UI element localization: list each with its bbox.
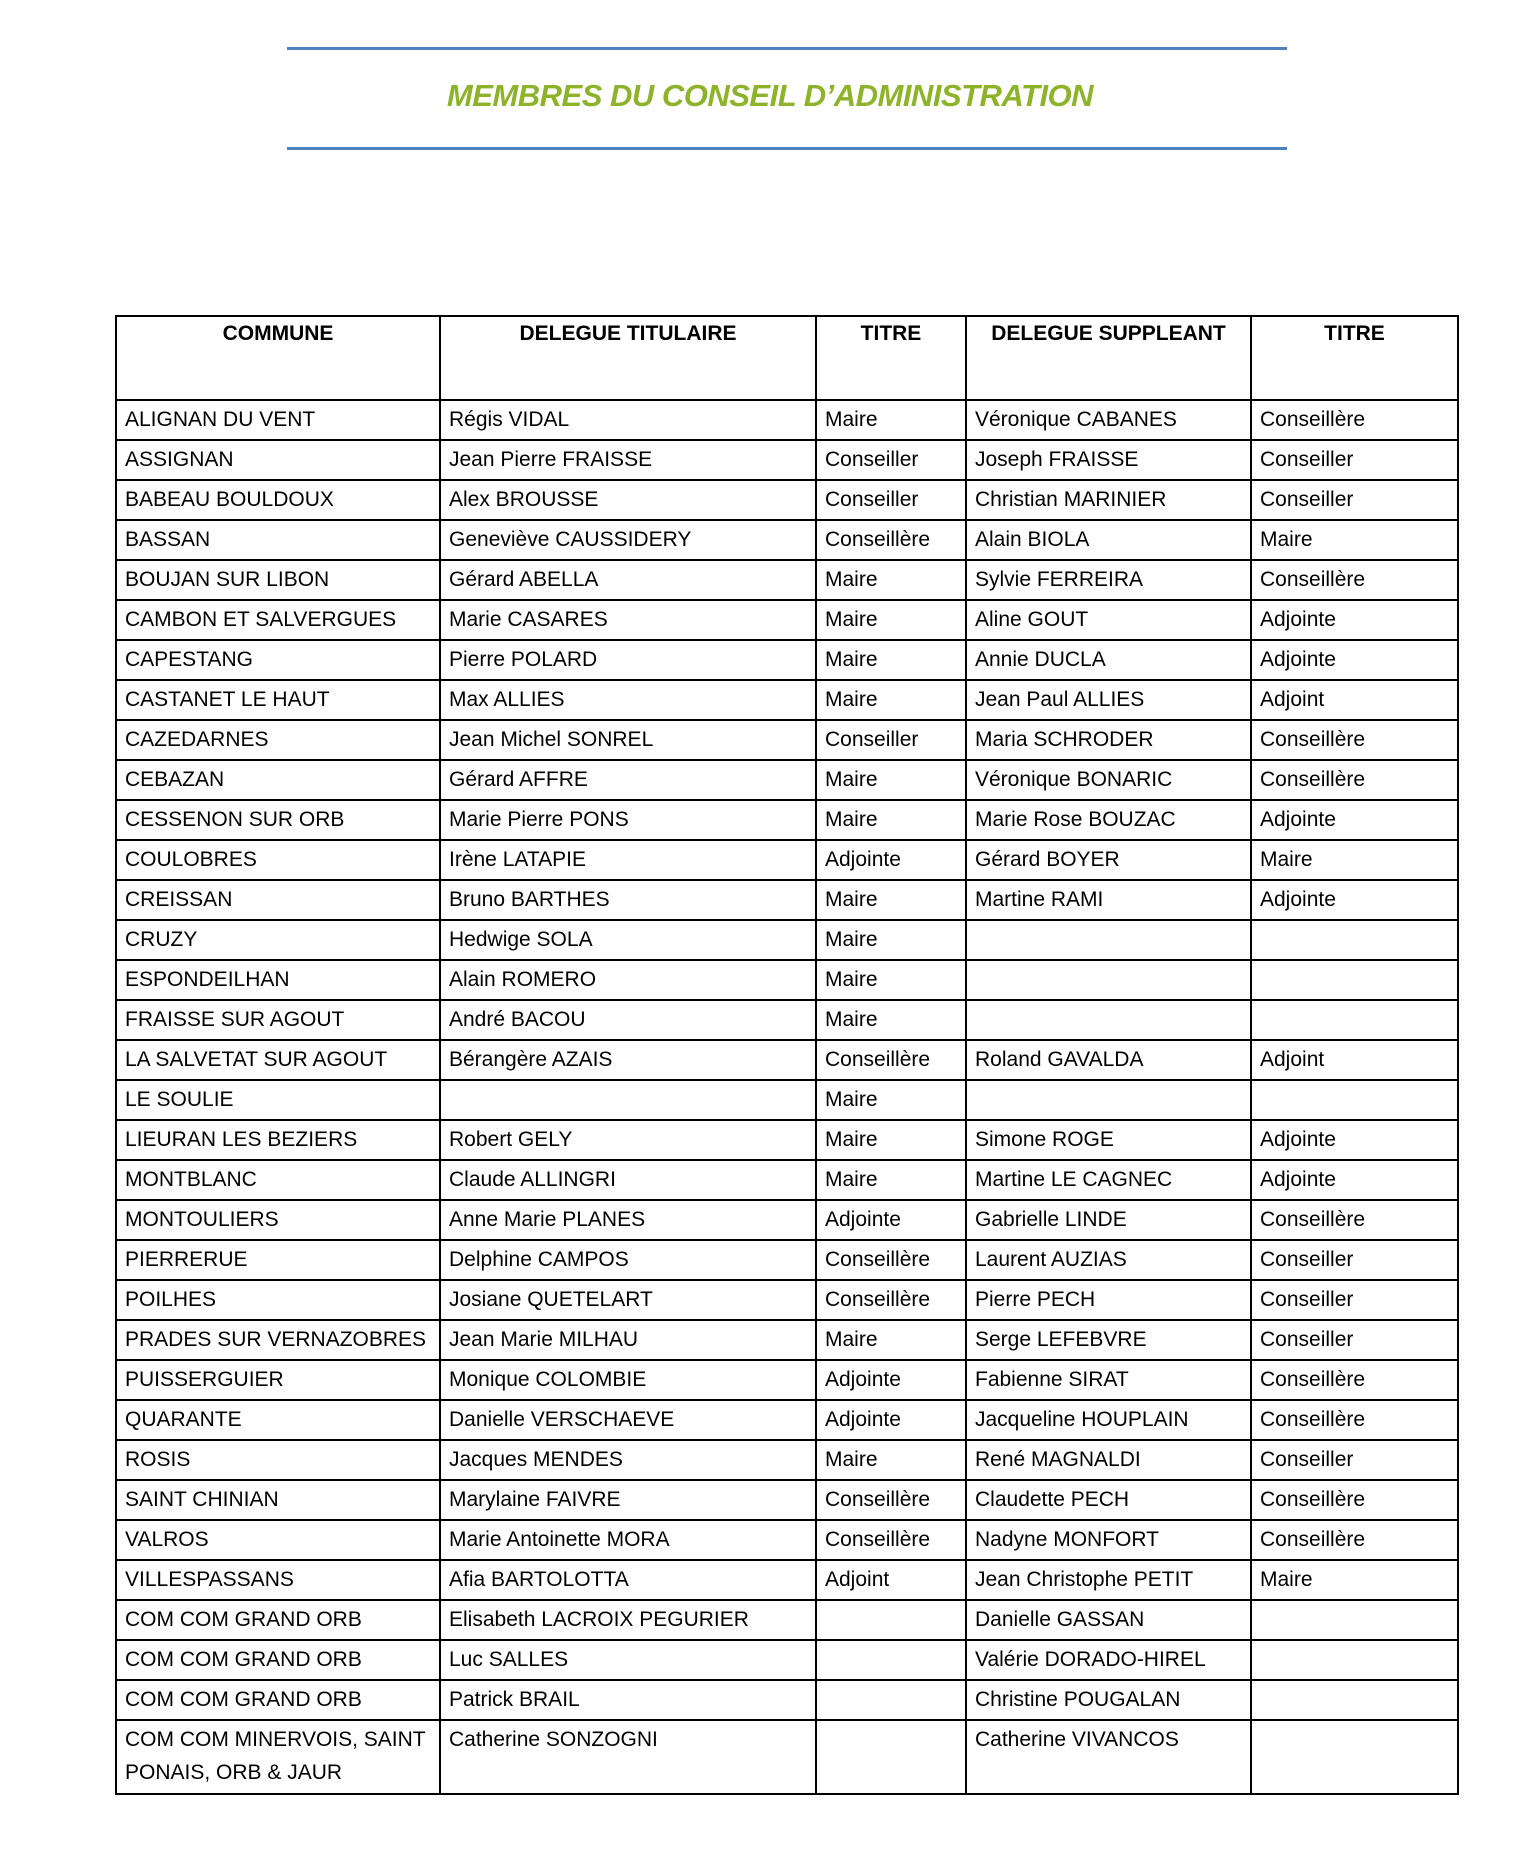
- cell-titre-titulaire: [816, 1720, 966, 1794]
- cell-titre-titulaire: Conseillère: [816, 1040, 966, 1080]
- cell-delegue-suppleant: Gérard BOYER: [966, 840, 1251, 880]
- cell-titre-titulaire: Maire: [816, 920, 966, 960]
- cell-titre-suppleant: Adjointe: [1251, 880, 1458, 920]
- table-row: [116, 680, 1458, 720]
- cell-commune: CAPESTANG: [116, 640, 440, 680]
- cell-delegue-suppleant: Alain BIOLA: [966, 520, 1251, 560]
- cell-commune: LE SOULIE: [116, 1080, 440, 1120]
- table-row: [116, 960, 1458, 1000]
- table-row: [116, 1240, 1458, 1280]
- cell-titre-suppleant: Conseillère: [1251, 1360, 1458, 1400]
- cell-titre-suppleant: Conseiller: [1251, 480, 1458, 520]
- cell-delegue-suppleant: Catherine VIVANCOS: [966, 1720, 1251, 1794]
- cell-delegue-titulaire: Marie Antoinette MORA: [440, 1520, 816, 1560]
- cell-commune: VILLESPASSANS: [116, 1560, 440, 1600]
- table-row: [116, 1120, 1458, 1160]
- cell-titre-suppleant: [1251, 1640, 1458, 1680]
- table-row: [116, 760, 1458, 800]
- cell-delegue-suppleant: [966, 920, 1251, 960]
- cell-delegue-suppleant: Valérie DORADO-HIREL: [966, 1640, 1251, 1680]
- cell-titre-titulaire: Maire: [816, 800, 966, 840]
- cell-titre-titulaire: Maire: [816, 600, 966, 640]
- table-row: [116, 840, 1458, 880]
- cell-commune: PIERRERUE: [116, 1240, 440, 1280]
- cell-commune: BASSAN: [116, 520, 440, 560]
- cell-delegue-suppleant: Aline GOUT: [966, 600, 1251, 640]
- cell-titre-titulaire: Adjointe: [816, 1200, 966, 1240]
- cell-delegue-suppleant: [966, 1000, 1251, 1040]
- cell-titre-titulaire: Adjoint: [816, 1560, 966, 1600]
- cell-titre-suppleant: Adjointe: [1251, 600, 1458, 640]
- cell-titre-suppleant: Conseillère: [1251, 1400, 1458, 1440]
- table-row: [116, 1360, 1458, 1400]
- cell-titre-suppleant: [1251, 1680, 1458, 1720]
- cell-titre-suppleant: [1251, 1600, 1458, 1640]
- cell-commune: PUISSERGUIER: [116, 1360, 440, 1400]
- cell-commune: LIEURAN LES BEZIERS: [116, 1120, 440, 1160]
- cell-titre-suppleant: [1251, 1080, 1458, 1120]
- cell-delegue-titulaire: Patrick BRAIL: [440, 1680, 816, 1720]
- table-body: [116, 400, 1458, 1794]
- table-row: [116, 1040, 1458, 1080]
- table-row: [116, 1720, 1458, 1794]
- cell-delegue-suppleant: Jean Christophe PETIT: [966, 1560, 1251, 1600]
- cell-delegue-suppleant: Véronique BONARIC: [966, 760, 1251, 800]
- table-row: [116, 1640, 1458, 1680]
- cell-commune: VALROS: [116, 1520, 440, 1560]
- cell-delegue-suppleant: Danielle GASSAN: [966, 1600, 1251, 1640]
- cell-titre-suppleant: Conseiller: [1251, 1320, 1458, 1360]
- cell-delegue-suppleant: Gabrielle LINDE: [966, 1200, 1251, 1240]
- cell-titre-suppleant: [1251, 1720, 1458, 1794]
- cell-commune: COULOBRES: [116, 840, 440, 880]
- cell-commune: FRAISSE SUR AGOUT: [116, 1000, 440, 1040]
- header-titre-titulaire: TITRE: [816, 316, 966, 400]
- table-row: [116, 400, 1458, 440]
- cell-titre-suppleant: Conseillère: [1251, 1200, 1458, 1240]
- cell-delegue-titulaire: Josiane QUETELART: [440, 1280, 816, 1320]
- cell-commune: LA SALVETAT SUR AGOUT: [116, 1040, 440, 1080]
- cell-titre-titulaire: [816, 1640, 966, 1680]
- cell-titre-suppleant: Adjointe: [1251, 640, 1458, 680]
- header-commune: COMMUNE: [116, 316, 440, 400]
- cell-titre-titulaire: Conseillère: [816, 1480, 966, 1520]
- cell-delegue-titulaire: Monique COLOMBIE: [440, 1360, 816, 1400]
- title-top-rule: [287, 47, 1287, 50]
- cell-titre-suppleant: [1251, 960, 1458, 1000]
- cell-delegue-titulaire: Marie Pierre PONS: [440, 800, 816, 840]
- cell-titre-titulaire: [816, 1680, 966, 1720]
- members-table: [115, 315, 1459, 1795]
- cell-delegue-titulaire: Bruno BARTHES: [440, 880, 816, 920]
- cell-titre-suppleant: Conseillère: [1251, 400, 1458, 440]
- cell-titre-titulaire: Conseillère: [816, 1240, 966, 1280]
- cell-delegue-titulaire: Marylaine FAIVRE: [440, 1480, 816, 1520]
- cell-commune: CAMBON ET SALVERGUES: [116, 600, 440, 640]
- cell-commune: COM COM GRAND ORB: [116, 1680, 440, 1720]
- cell-titre-titulaire: Maire: [816, 1000, 966, 1040]
- table-row: [116, 1080, 1458, 1120]
- cell-commune: COM COM MINERVOIS, SAINT PONAIS, ORB & JAUR: [116, 1720, 440, 1794]
- cell-titre-titulaire: [816, 1600, 966, 1640]
- cell-commune: POILHES: [116, 1280, 440, 1320]
- table-row: [116, 1440, 1458, 1480]
- cell-delegue-titulaire: Claude ALLINGRI: [440, 1160, 816, 1200]
- cell-titre-suppleant: Conseiller: [1251, 440, 1458, 480]
- table-row: [116, 1680, 1458, 1720]
- cell-commune: ASSIGNAN: [116, 440, 440, 480]
- cell-titre-titulaire: Maire: [816, 1440, 966, 1480]
- cell-titre-suppleant: Adjoint: [1251, 680, 1458, 720]
- table-row: [116, 560, 1458, 600]
- cell-delegue-suppleant: Marie Rose BOUZAC: [966, 800, 1251, 840]
- cell-delegue-titulaire: Gérard ABELLA: [440, 560, 816, 600]
- table-row: [116, 440, 1458, 480]
- table-row: [116, 800, 1458, 840]
- table-row: [116, 480, 1458, 520]
- cell-delegue-suppleant: Claudette PECH: [966, 1480, 1251, 1520]
- cell-delegue-titulaire: Irène LATAPIE: [440, 840, 816, 880]
- cell-delegue-titulaire: Jean Pierre FRAISSE: [440, 440, 816, 480]
- cell-delegue-suppleant: Serge LEFEBVRE: [966, 1320, 1251, 1360]
- cell-commune: PRADES SUR VERNAZOBRES: [116, 1320, 440, 1360]
- header-delegue-suppleant: DELEGUE SUPPLEANT: [966, 316, 1251, 400]
- cell-titre-titulaire: Adjointe: [816, 1360, 966, 1400]
- cell-delegue-titulaire: Robert GELY: [440, 1120, 816, 1160]
- cell-titre-suppleant: Maire: [1251, 840, 1458, 880]
- cell-titre-titulaire: Adjointe: [816, 1400, 966, 1440]
- cell-delegue-titulaire: Gérard AFFRE: [440, 760, 816, 800]
- cell-titre-titulaire: Conseillère: [816, 1280, 966, 1320]
- header-titre-suppleant: TITRE: [1251, 316, 1458, 400]
- cell-commune: CESSENON SUR ORB: [116, 800, 440, 840]
- title-bottom-rule: [287, 147, 1287, 150]
- cell-commune: CRUZY: [116, 920, 440, 960]
- cell-delegue-titulaire: Delphine CAMPOS: [440, 1240, 816, 1280]
- cell-delegue-suppleant: Simone ROGE: [966, 1120, 1251, 1160]
- cell-delegue-titulaire: Jacques MENDES: [440, 1440, 816, 1480]
- cell-commune: ROSIS: [116, 1440, 440, 1480]
- cell-delegue-titulaire: Max ALLIES: [440, 680, 816, 720]
- cell-titre-suppleant: Conseillère: [1251, 1520, 1458, 1560]
- cell-commune: BABEAU BOULDOUX: [116, 480, 440, 520]
- cell-titre-suppleant: Conseiller: [1251, 1440, 1458, 1480]
- cell-titre-titulaire: Adjointe: [816, 840, 966, 880]
- cell-delegue-suppleant: Annie DUCLA: [966, 640, 1251, 680]
- cell-titre-suppleant: Conseillère: [1251, 760, 1458, 800]
- cell-delegue-titulaire: Alex BROUSSE: [440, 480, 816, 520]
- cell-titre-suppleant: Conseillère: [1251, 1480, 1458, 1520]
- cell-commune: CREISSAN: [116, 880, 440, 920]
- cell-delegue-suppleant: Laurent AUZIAS: [966, 1240, 1251, 1280]
- cell-delegue-titulaire: Alain ROMERO: [440, 960, 816, 1000]
- cell-titre-titulaire: Maire: [816, 1080, 966, 1120]
- cell-commune: MONTOULIERS: [116, 1200, 440, 1240]
- cell-delegue-suppleant: Joseph FRAISSE: [966, 440, 1251, 480]
- cell-titre-titulaire: Conseiller: [816, 720, 966, 760]
- cell-commune: CAZEDARNES: [116, 720, 440, 760]
- cell-delegue-suppleant: Martine RAMI: [966, 880, 1251, 920]
- cell-titre-titulaire: Conseiller: [816, 440, 966, 480]
- page-title: MEMBRES DU CONSEIL D’ADMINISTRATION: [446, 78, 1094, 113]
- cell-titre-suppleant: Conseiller: [1251, 1240, 1458, 1280]
- cell-commune: ALIGNAN DU VENT: [116, 400, 440, 440]
- cell-delegue-titulaire: Geneviève CAUSSIDERY: [440, 520, 816, 560]
- cell-titre-titulaire: Conseiller: [816, 480, 966, 520]
- cell-titre-titulaire: Maire: [816, 880, 966, 920]
- cell-delegue-suppleant: Martine LE CAGNEC: [966, 1160, 1251, 1200]
- cell-titre-titulaire: Maire: [816, 1160, 966, 1200]
- cell-titre-suppleant: Conseillère: [1251, 560, 1458, 600]
- table-row: [116, 600, 1458, 640]
- table-row: [116, 1200, 1458, 1240]
- cell-commune: QUARANTE: [116, 1400, 440, 1440]
- cell-delegue-titulaire: Régis VIDAL: [440, 400, 816, 440]
- cell-delegue-titulaire: Pierre POLARD: [440, 640, 816, 680]
- cell-delegue-titulaire: Anne Marie PLANES: [440, 1200, 816, 1240]
- cell-titre-suppleant: Maire: [1251, 1560, 1458, 1600]
- table-row: [116, 920, 1458, 960]
- table-header-row: [116, 316, 1458, 400]
- cell-delegue-titulaire: Bérangère AZAIS: [440, 1040, 816, 1080]
- cell-delegue-suppleant: Maria SCHRODER: [966, 720, 1251, 760]
- header-delegue-titulaire: DELEGUE TITULAIRE: [440, 316, 816, 400]
- cell-titre-titulaire: Conseillère: [816, 520, 966, 560]
- table-row: [116, 720, 1458, 760]
- cell-titre-suppleant: Adjointe: [1251, 1160, 1458, 1200]
- cell-titre-suppleant: [1251, 1000, 1458, 1040]
- cell-commune: ESPONDEILHAN: [116, 960, 440, 1000]
- cell-titre-suppleant: Adjointe: [1251, 800, 1458, 840]
- table-row: [116, 1480, 1458, 1520]
- cell-delegue-suppleant: [966, 1080, 1251, 1120]
- table-row: [116, 1160, 1458, 1200]
- cell-titre-titulaire: Maire: [816, 640, 966, 680]
- cell-delegue-suppleant: Christine POUGALAN: [966, 1680, 1251, 1720]
- cell-commune: COM COM GRAND ORB: [116, 1640, 440, 1680]
- table-row: [116, 520, 1458, 560]
- cell-delegue-titulaire: Danielle VERSCHAEVE: [440, 1400, 816, 1440]
- cell-delegue-suppleant: Christian MARINIER: [966, 480, 1251, 520]
- cell-delegue-suppleant: Véronique CABANES: [966, 400, 1251, 440]
- cell-titre-suppleant: Maire: [1251, 520, 1458, 560]
- table-row: [116, 1000, 1458, 1040]
- cell-delegue-suppleant: René MAGNALDI: [966, 1440, 1251, 1480]
- table-row: [116, 1320, 1458, 1360]
- cell-titre-suppleant: Conseillère: [1251, 720, 1458, 760]
- cell-delegue-titulaire: Afia BARTOLOTTA: [440, 1560, 816, 1600]
- cell-titre-suppleant: Conseiller: [1251, 1280, 1458, 1320]
- cell-delegue-titulaire: Elisabeth LACROIX PEGURIER: [440, 1600, 816, 1640]
- cell-commune: SAINT CHINIAN: [116, 1480, 440, 1520]
- cell-titre-suppleant: [1251, 920, 1458, 960]
- cell-titre-titulaire: Maire: [816, 1320, 966, 1360]
- cell-commune: COM COM GRAND ORB: [116, 1600, 440, 1640]
- table-row: [116, 1520, 1458, 1560]
- cell-commune: MONTBLANC: [116, 1160, 440, 1200]
- cell-delegue-titulaire: Catherine SONZOGNI: [440, 1720, 816, 1794]
- cell-delegue-suppleant: Fabienne SIRAT: [966, 1360, 1251, 1400]
- cell-commune: CASTANET LE HAUT: [116, 680, 440, 720]
- table-row: [116, 1600, 1458, 1640]
- cell-delegue-titulaire: Luc SALLES: [440, 1640, 816, 1680]
- cell-titre-titulaire: Maire: [816, 1120, 966, 1160]
- cell-commune: CEBAZAN: [116, 760, 440, 800]
- cell-delegue-titulaire: André BACOU: [440, 1000, 816, 1040]
- table-row: [116, 640, 1458, 680]
- cell-delegue-titulaire: Jean Marie MILHAU: [440, 1320, 816, 1360]
- table-row: [116, 1400, 1458, 1440]
- cell-titre-titulaire: Conseillère: [816, 1520, 966, 1560]
- cell-titre-titulaire: Maire: [816, 760, 966, 800]
- cell-delegue-suppleant: Pierre PECH: [966, 1280, 1251, 1320]
- cell-delegue-suppleant: Nadyne MONFORT: [966, 1520, 1251, 1560]
- cell-titre-titulaire: Maire: [816, 560, 966, 600]
- cell-delegue-suppleant: Sylvie FERREIRA: [966, 560, 1251, 600]
- cell-commune: BOUJAN SUR LIBON: [116, 560, 440, 600]
- cell-delegue-suppleant: [966, 960, 1251, 1000]
- table-row: [116, 1280, 1458, 1320]
- cell-delegue-titulaire: Hedwige SOLA: [440, 920, 816, 960]
- cell-delegue-titulaire: [440, 1080, 816, 1120]
- cell-titre-suppleant: Adjoint: [1251, 1040, 1458, 1080]
- table-row: [116, 880, 1458, 920]
- cell-delegue-titulaire: Marie CASARES: [440, 600, 816, 640]
- cell-delegue-titulaire: Jean Michel SONREL: [440, 720, 816, 760]
- cell-delegue-suppleant: Roland GAVALDA: [966, 1040, 1251, 1080]
- cell-titre-titulaire: Maire: [816, 960, 966, 1000]
- cell-titre-titulaire: Maire: [816, 400, 966, 440]
- cell-titre-titulaire: Maire: [816, 680, 966, 720]
- cell-delegue-suppleant: Jacqueline HOUPLAIN: [966, 1400, 1251, 1440]
- cell-delegue-suppleant: Jean Paul ALLIES: [966, 680, 1251, 720]
- table-row: [116, 1560, 1458, 1600]
- cell-titre-suppleant: Adjointe: [1251, 1120, 1458, 1160]
